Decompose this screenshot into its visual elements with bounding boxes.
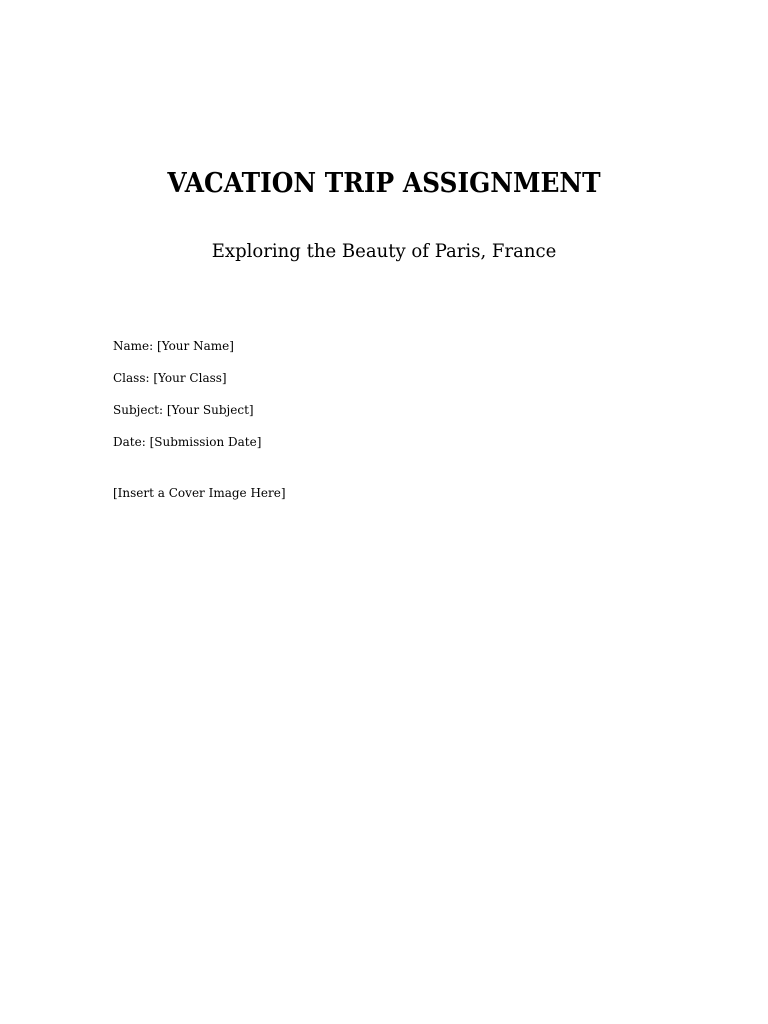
date-field bbox=[113, 433, 631, 451]
cover-image-placeholder: [Insert a Cover Image Here] bbox=[113, 485, 286, 500]
info-fields bbox=[113, 337, 653, 465]
document-subtitle: Exploring the Beauty of Paris, France bbox=[211, 240, 557, 262]
name-field bbox=[113, 337, 631, 355]
name-label: Name: bbox=[113, 338, 154, 353]
name-value: [Your Name] bbox=[157, 338, 234, 353]
subject-label: Subject: bbox=[113, 402, 164, 417]
document-title: VACATION TRIP ASSIGNMENT bbox=[167, 168, 601, 199]
date-value: [Submission Date] bbox=[149, 434, 262, 449]
date-label: Date: bbox=[113, 434, 146, 449]
class-value: [Your Class] bbox=[153, 370, 227, 385]
class-label: Class: bbox=[113, 370, 150, 385]
subject-value: [Your Subject] bbox=[166, 402, 254, 417]
class-field bbox=[113, 369, 631, 387]
subject-field bbox=[113, 401, 631, 419]
